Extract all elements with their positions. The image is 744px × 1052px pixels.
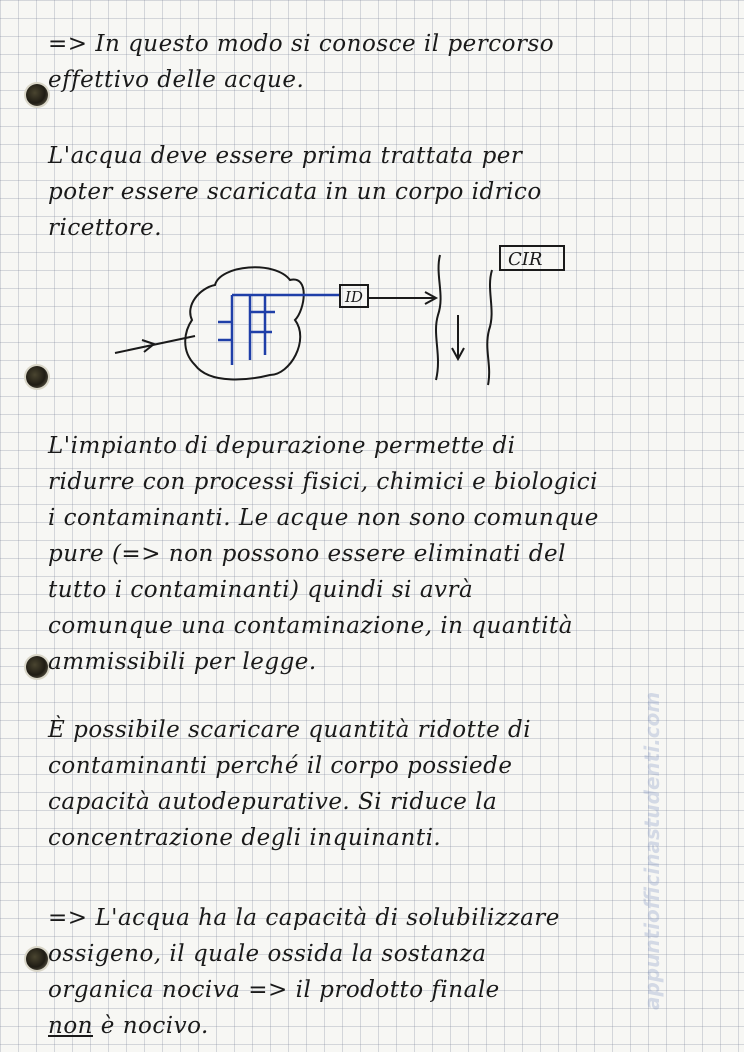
river-bank-right: [487, 270, 492, 385]
underlined-word: non: [48, 1013, 93, 1039]
paragraph-4: È possibile scaricare quantità ridotte di contaminanti perché il corpo possiede capacità autodepurative. Si riduce la concentrazione degli inquinanti.: [48, 717, 532, 851]
paragraph-5-lines: => L'acqua ha la capacità di solubilizzare ossigeno, il quale ossida la sostanza organica nociva => il prodotto finale: [48, 905, 560, 1003]
binder-hole: [26, 948, 48, 970]
network-lines: [218, 295, 340, 365]
paragraph-5: [48, 900, 704, 1044]
paragraph-5-end: è nocivo.: [92, 1013, 209, 1039]
paragraph-2: L'acqua deve essere prima trattata per poter essere scaricata in un corpo idrico ricettore.: [48, 143, 542, 241]
paragraph-3: L'impianto di depurazione permette di ridurre con processi fisici, chimici e biologici i contaminanti. Le acque non sono comunque pure (=> non possono essere eliminati del tutto i contaminanti) quindi si avrà comunque una contaminazione, in quantità ammissibili per legge.: [48, 433, 599, 675]
treatment-diagram: [100, 240, 620, 400]
binder-hole: [26, 84, 48, 106]
binder-hole: [26, 366, 48, 388]
paragraph-1: => In questo modo si conosce il percorso effettivo delle acque.: [48, 31, 555, 93]
inflow-arrow: [115, 336, 195, 353]
id-label: ID: [345, 288, 363, 306]
river-bank-left: [436, 255, 441, 380]
plant-blob: [185, 267, 304, 379]
watermark: appuntiofficinastudenti.com: [640, 691, 664, 1010]
binder-hole: [26, 656, 48, 678]
cir-label: CIR: [508, 249, 543, 270]
